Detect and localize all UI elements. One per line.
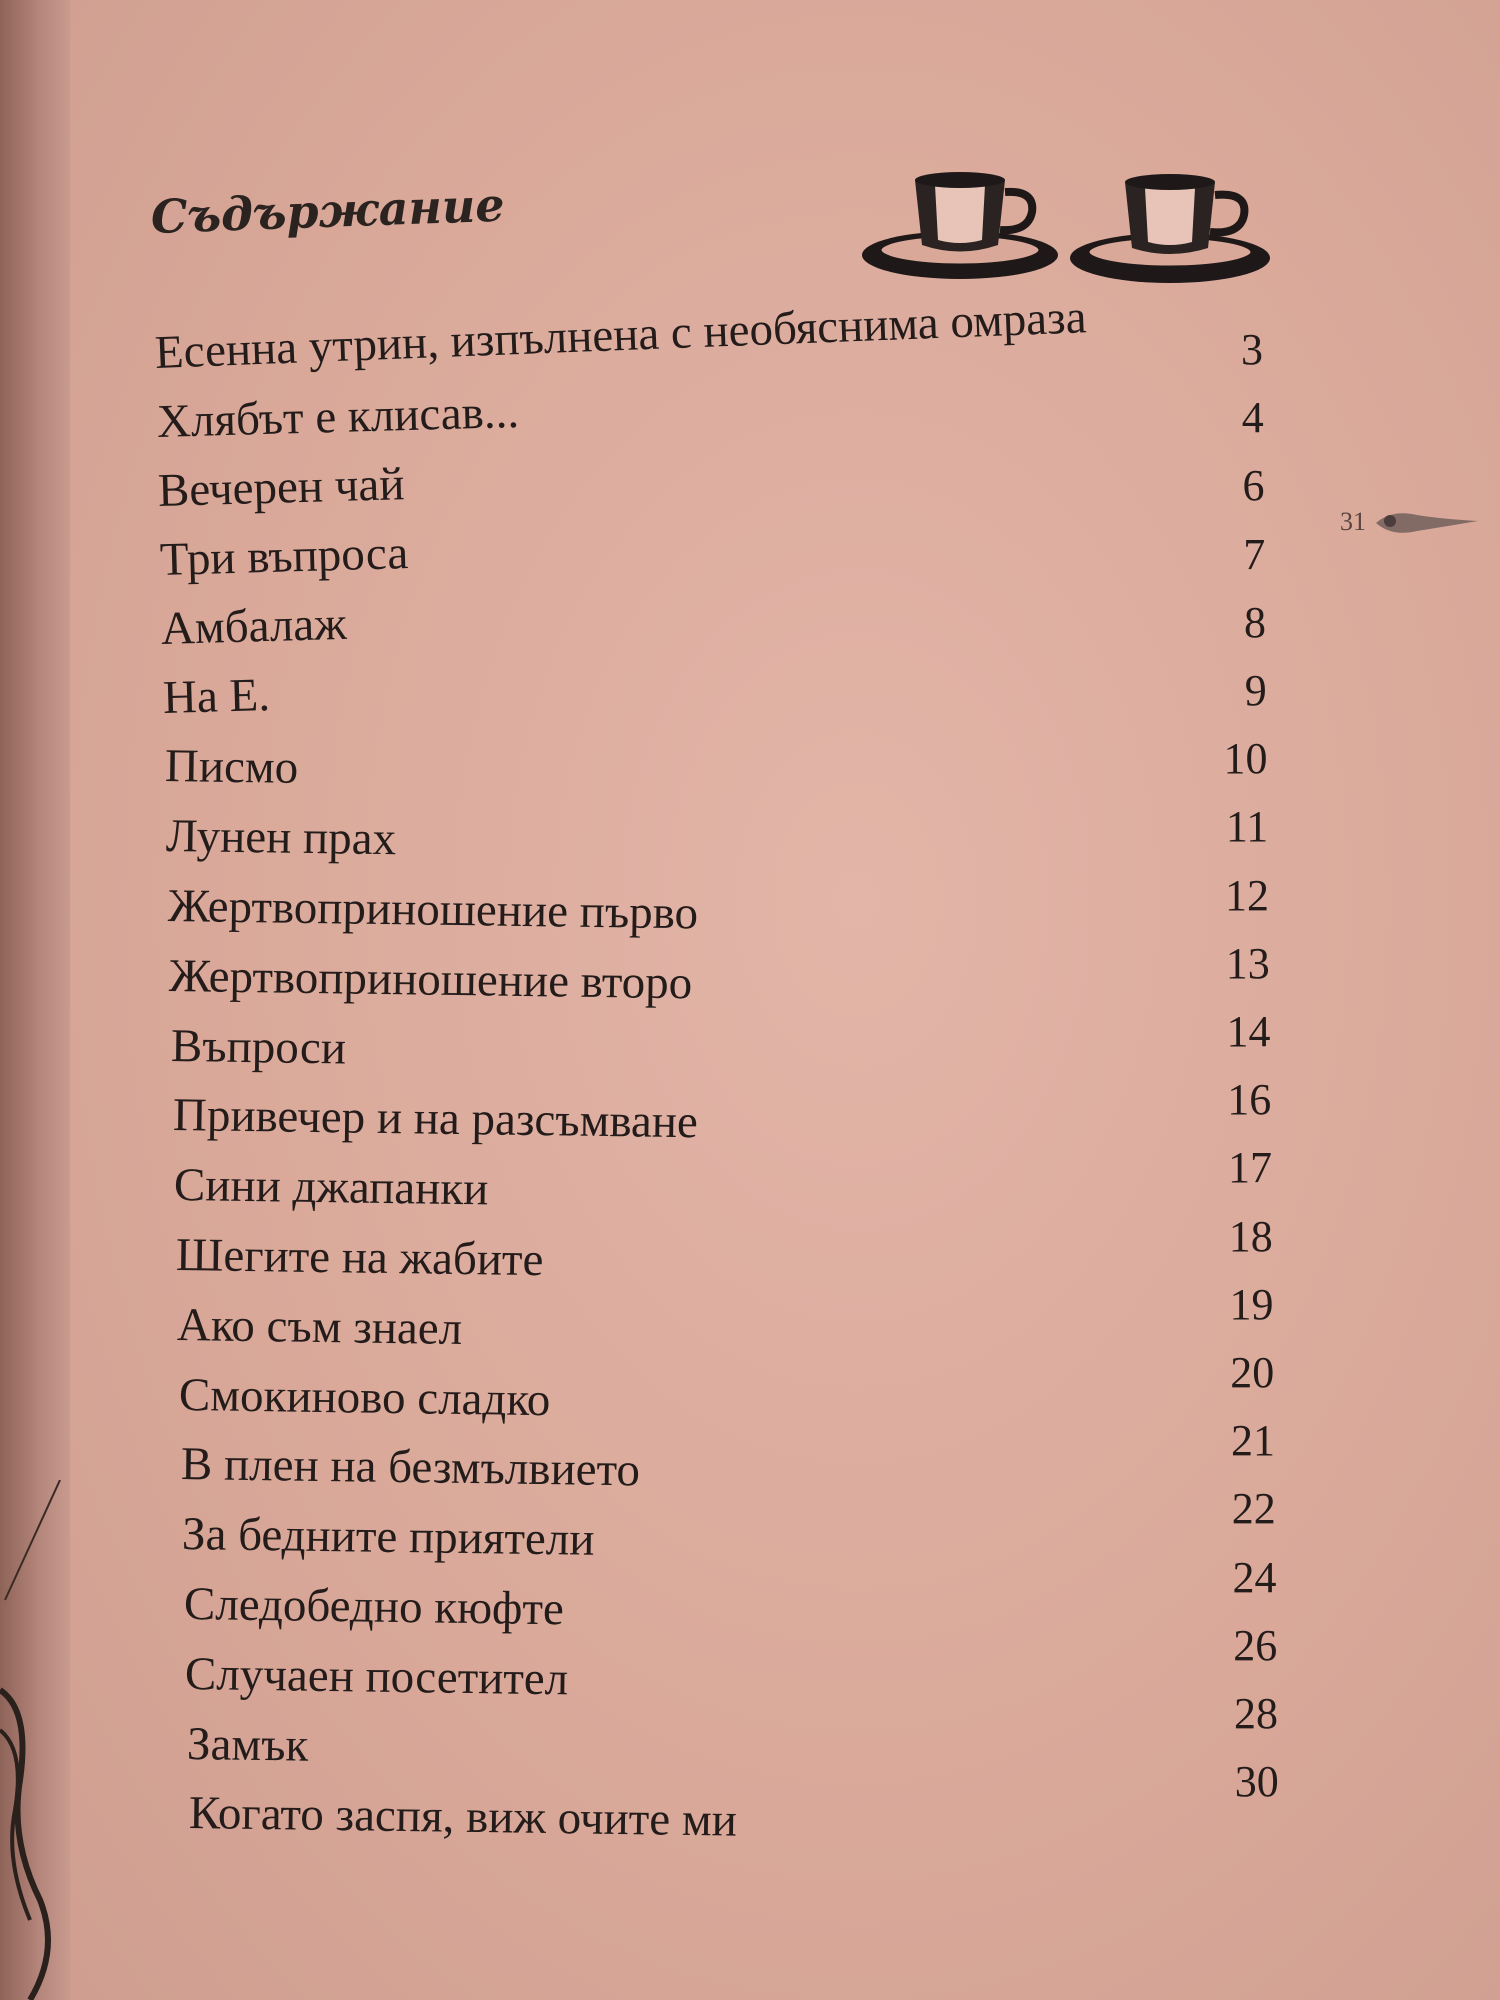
toc-entry-title: Жертвоприношение първо (167, 880, 699, 940)
toc-entry-title: На Е. (162, 668, 271, 724)
toc-entry-page-number: 24 (1232, 1552, 1277, 1602)
toc-entry-title: Жертвоприношение второ (169, 949, 693, 1010)
toc-entry-page-number: 21 (1231, 1416, 1275, 1466)
toc-entry-page-number: 3 (1241, 325, 1263, 374)
toc-entry-page-number: 9 (1244, 666, 1267, 715)
toc-entry-title: Хлябът е клисав... (155, 385, 520, 448)
toc-entry-page-number: 20 (1230, 1348, 1275, 1397)
toc-entry-page-number: 22 (1231, 1484, 1276, 1534)
toc-entry-title: Ако съм знаел (177, 1298, 463, 1355)
folio-number: 31 (1340, 507, 1366, 536)
toc-entry-page-number: 10 (1223, 734, 1268, 784)
toc-entry-title: Лунен прах (165, 810, 397, 866)
toc-entry-title: Смокиново сладко (178, 1368, 551, 1426)
toc-entry-page-number: 26 (1233, 1620, 1278, 1670)
toc-entry-title: Привечер и на разсъмване (172, 1089, 698, 1149)
toc-entry-page-number: 4 (1241, 393, 1264, 443)
toc-entry-title: Есенна утрин, изпълнена с необяснима омраза (153, 291, 1088, 379)
toc-entry-title: Вечерен чай (157, 457, 406, 517)
toc-entry-page-number: 14 (1226, 1007, 1271, 1056)
toc-entry-title: Сини джапанки (173, 1159, 489, 1216)
toc-entry-title: Амбалаж (160, 597, 348, 655)
toc-entry-title: В плен на безмълвието (180, 1438, 640, 1497)
toc-entry-title: За бедните приятели (181, 1508, 596, 1566)
toc-entry-page-number: 19 (1229, 1279, 1274, 1329)
toc-entry-page-number: 17 (1228, 1143, 1272, 1193)
toc-entry-title: Когато заспя, виж очите ми (188, 1787, 737, 1848)
toc-entry-page-number: 7 (1243, 529, 1266, 579)
toc-entry-title: Въпроси (170, 1019, 347, 1075)
toc-entry-page-number: 18 (1228, 1211, 1273, 1261)
toc-entry-title: Три въпроса (159, 526, 409, 586)
toc-entry-page-number: 16 (1227, 1075, 1272, 1125)
toc-entry-title: Случаен посетител (185, 1647, 569, 1706)
toc-entry-page-number: 30 (1234, 1757, 1279, 1807)
toc-entry-page-number: 28 (1234, 1689, 1278, 1738)
toc-entry-title: Писмо (164, 740, 299, 795)
toc-entry-page-number: 6 (1242, 461, 1265, 511)
toc-heading: Съдържание (150, 177, 506, 244)
toc-entry-title: Следобедно кюфте (183, 1578, 564, 1636)
toc-entry-page-number: 13 (1225, 938, 1270, 988)
toc-entry-page-number: 11 (1225, 802, 1269, 852)
toc-entry-title: Замък (186, 1717, 309, 1772)
toc-entry-page-number: 8 (1244, 597, 1266, 647)
toc-entry-title: Шегите на жабите (175, 1229, 544, 1287)
toc-entry-page-number: 12 (1225, 870, 1269, 920)
